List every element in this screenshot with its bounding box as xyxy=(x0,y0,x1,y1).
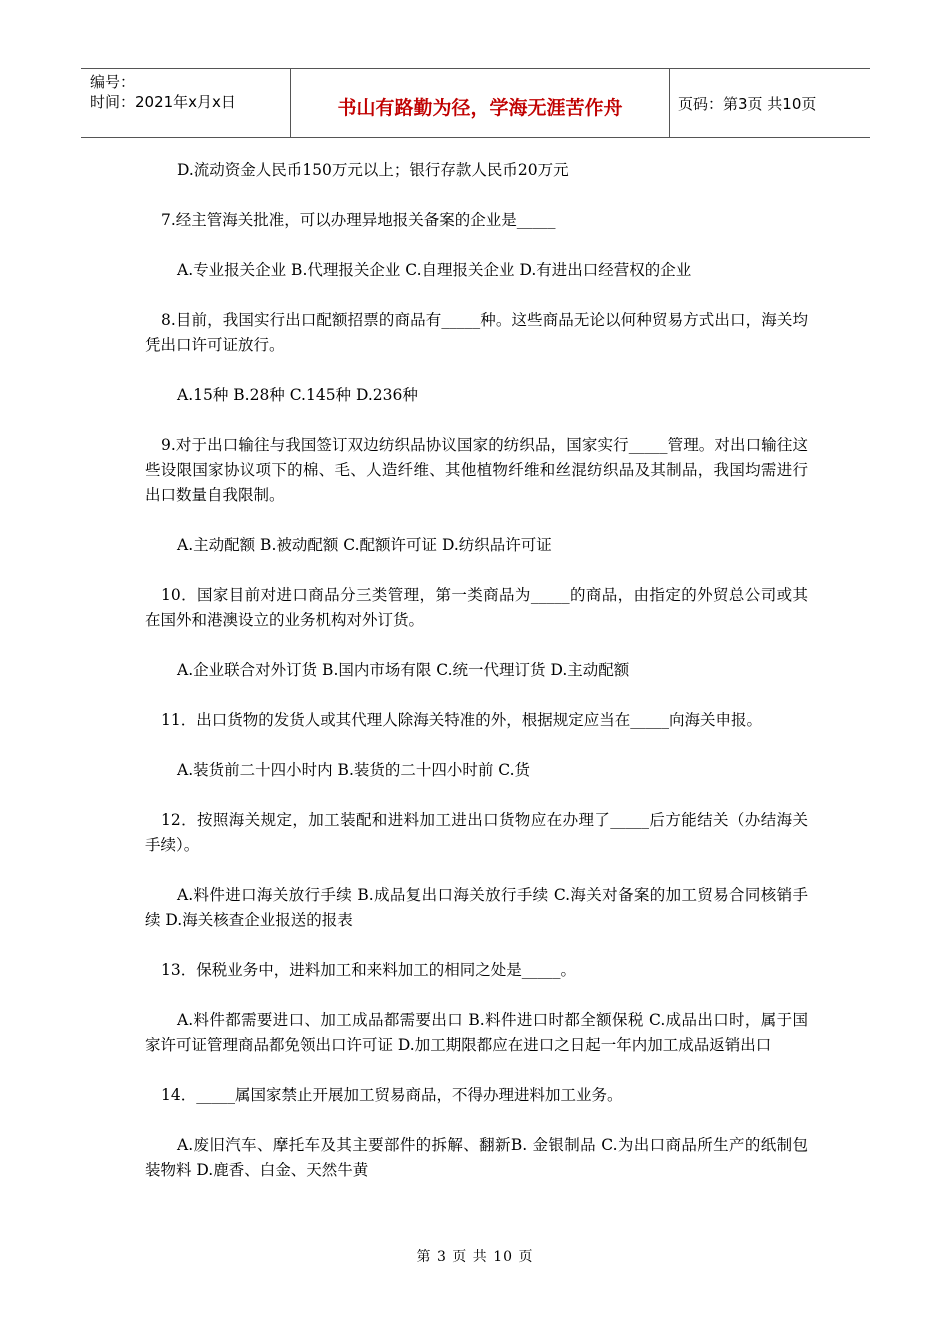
document-body xyxy=(145,158,808,1183)
header-page-number: 页码：第3页 共10页 xyxy=(678,94,817,113)
answer-options: A.料件都需要进口、加工成品都需要出口 B.料件进口时都全额保税 C.成品出口时，属于国家许可证管理商品都免领出口许可证 D.加工期限都应在进口之日起一年内加工成品返销出口 xyxy=(145,1011,808,1054)
question: 10．国家目前对进口商品分三类管理，第一类商品为_____的商品，由指定的外贸总公司或其在国外和港澳设立的业务机构对外订货。 xyxy=(145,586,808,629)
answer-options: A.主动配额 B.被动配额 C.配额许可证 D.纺织品许可证 xyxy=(177,536,552,554)
question: 12．按照海关规定，加工装配和进料加工进出口货物应在办理了_____后方能结关（办结海关手续）。 xyxy=(145,811,808,854)
question: 13．保税业务中，进料加工和来料加工的相同之处是_____。 xyxy=(161,961,576,979)
page-header xyxy=(81,68,870,138)
question: 7.经主管海关批准，可以办理异地报关备案的企业是_____ xyxy=(161,211,556,229)
question: 8.目前，我国实行出口配额招票的商品有_____种。这些商品无论以何种贸易方式出口，海关均凭出口许可证放行。 xyxy=(145,311,808,354)
page-footer: 第 3 页 共 10 页 xyxy=(416,1249,534,1265)
date-label: 时间：2021年x月x日 xyxy=(90,93,236,111)
question: 9.对于出口输往与我国签订双边纺织品协议国家的纺织品，国家实行_____管理。对出口输往这些设限国家协议项下的棉、毛、人造纤维、其他植物纤维和丝混纺织品及其制品，我国均需进行出口数量自我限制。 xyxy=(145,436,808,504)
question: 14．_____属国家禁止开展加工贸易商品，不得办理进料加工业务。 xyxy=(161,1086,623,1104)
answer-options: A.专业报关企业 B.代理报关企业 C.自理报关企业 D.有进出口经营权的企业 xyxy=(177,261,692,279)
question: 11．出口货物的发货人或其代理人除海关特准的外，根据规定应当在_____向海关申报。 xyxy=(161,711,762,729)
header-motto: 书山有路勤为径，学海无涯苦作舟 xyxy=(290,69,670,137)
serial-label: 编号： xyxy=(90,73,136,91)
answer-options: A.企业联合对外订货 B.国内市场有限 C.统一代理订货 D.主动配额 xyxy=(177,661,630,679)
paragraph: D.流动资金人民币150万元以上；银行存款人民币20万元 xyxy=(177,161,569,179)
answer-options: A.装货前二十四小时内 B.装货的二十四小时前 C.货 xyxy=(177,761,531,779)
answer-options: A.废旧汽车、摩托车及其主要部件的拆解、翻新B. 金银制品 C.为出口商品所生产的纸制包装物料 D.鹿香、白金、天然牛黄 xyxy=(145,1136,808,1179)
answer-options: A.料件进口海关放行手续 B.成品复出口海关放行手续 C.海关对备案的加工贸易合同核销手续 D.海关核查企业报送的报表 xyxy=(145,886,808,929)
header-meta xyxy=(81,69,290,137)
answer-options: A.15种 B.28种 C.145种 D.236种 xyxy=(177,386,418,404)
